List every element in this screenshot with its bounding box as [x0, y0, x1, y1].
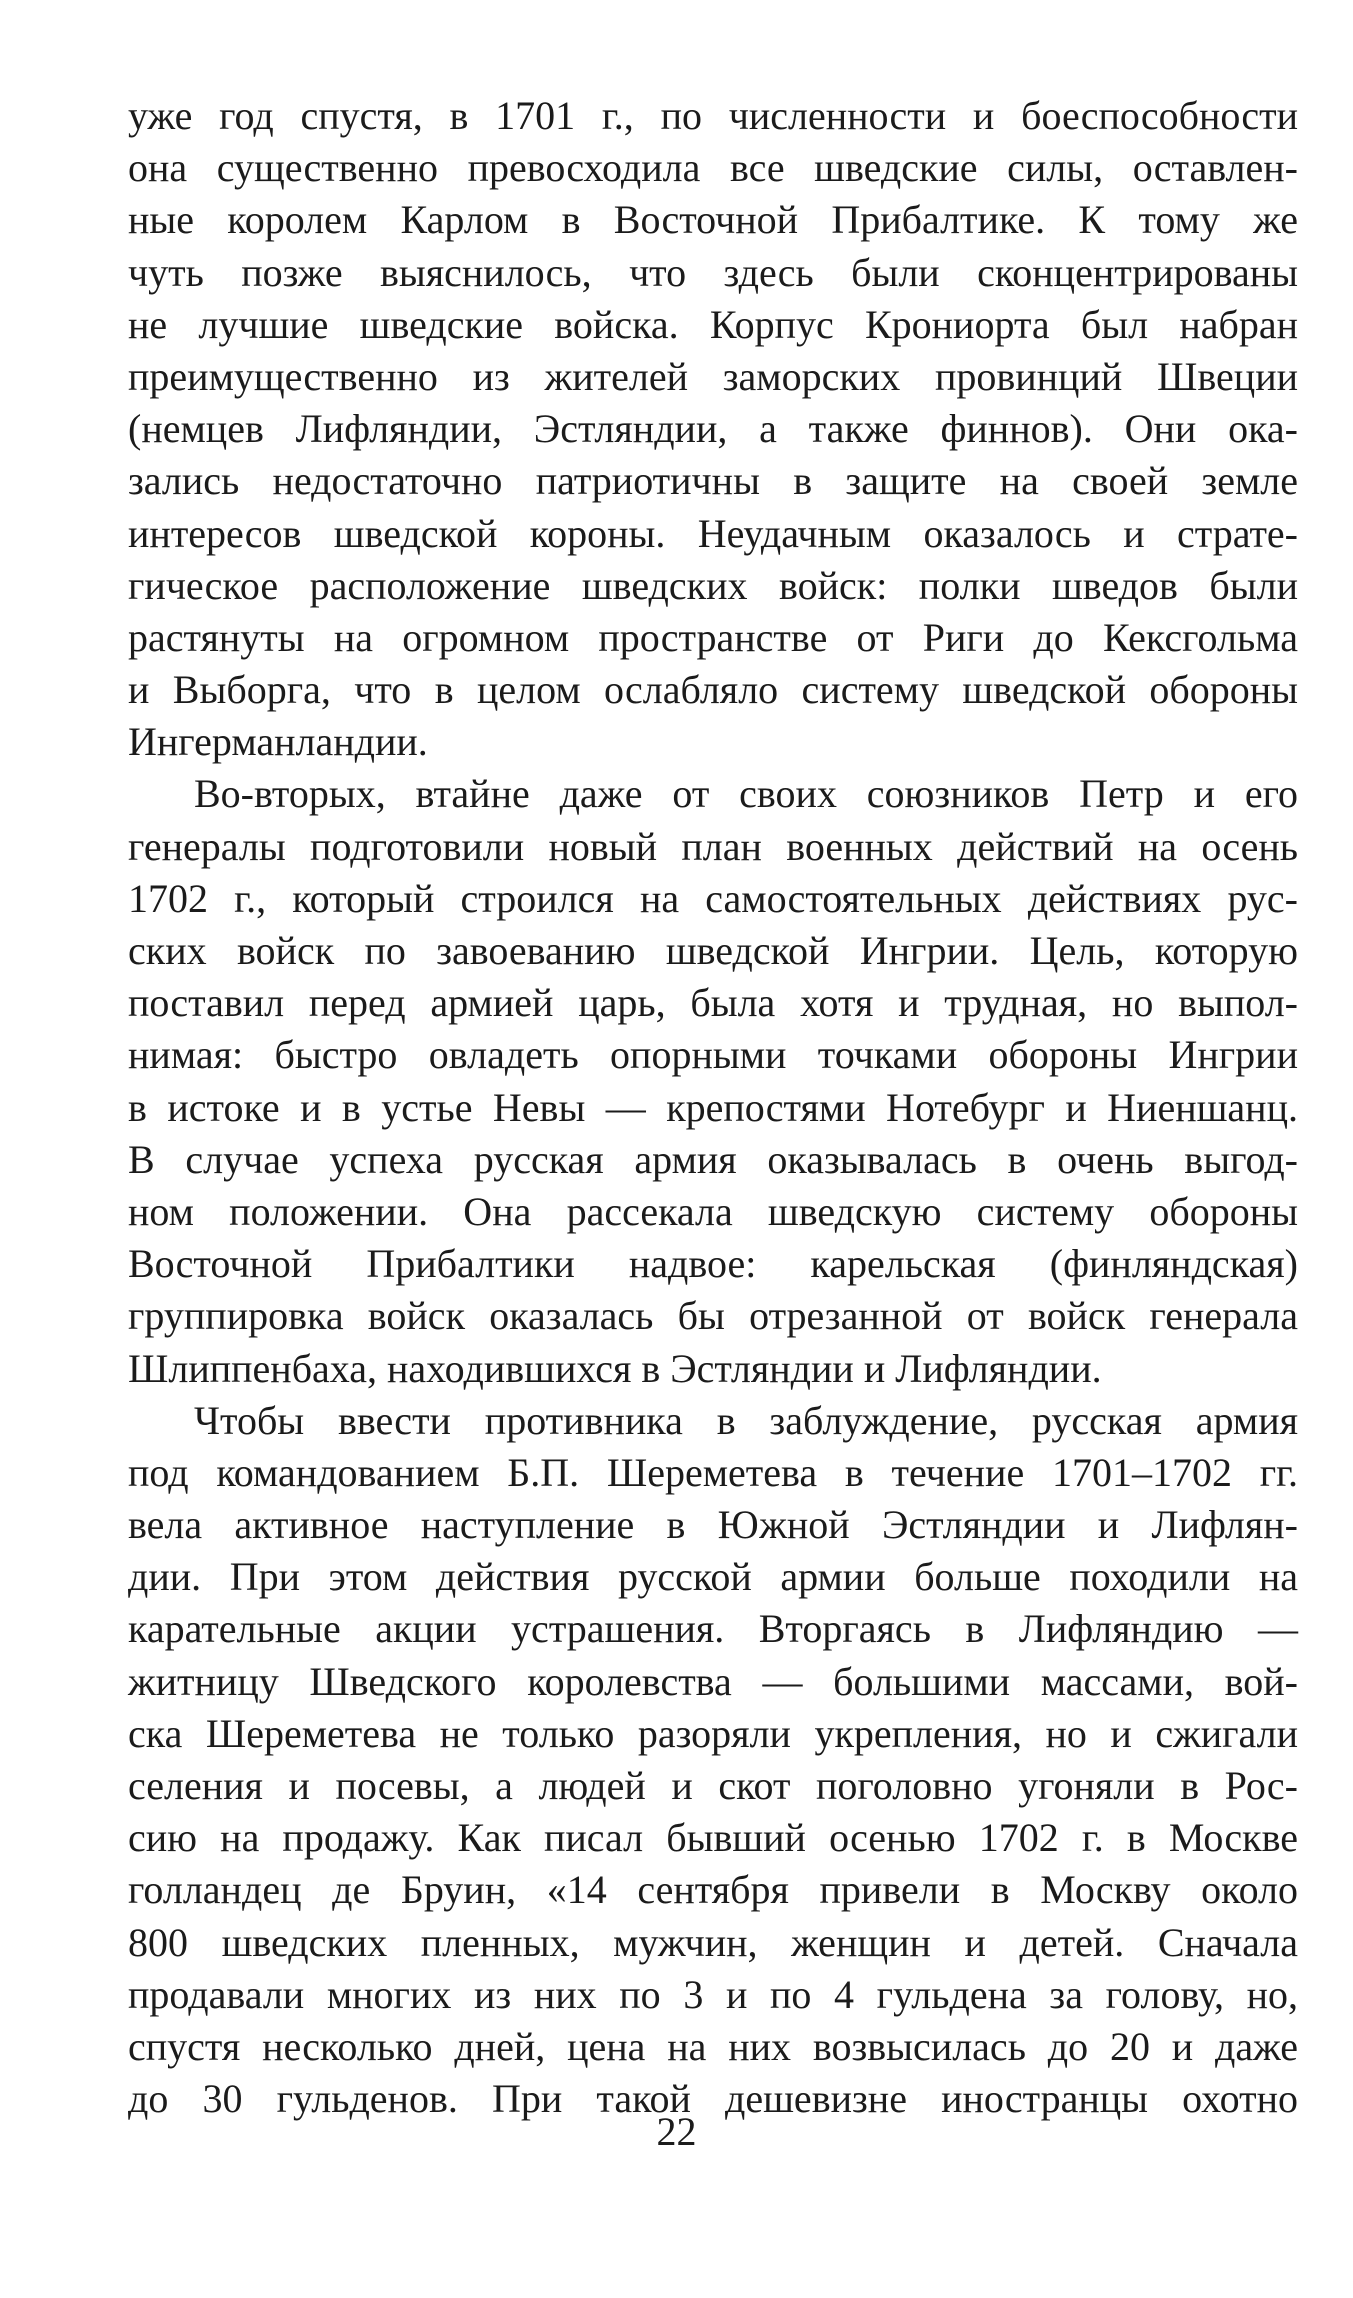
text-line: 1702 г., который строился на самостоятельных действиях рус-: [128, 875, 1298, 921]
text-line: чуть позже выяснилось, что здесь были сконцентрированы: [128, 249, 1298, 295]
text-line: поставил перед армией царь, была хотя и трудная, но выпол-: [128, 980, 1298, 1026]
text-line: спустя несколько дней, цена на них возвысилась до 20 и даже: [128, 2023, 1298, 2069]
text-line: Восточной Прибалтики надвое: карельская (финляндская): [128, 1241, 1298, 1287]
paragraph: [128, 1395, 1298, 2126]
paragraph: [128, 768, 1298, 1394]
paragraph: [128, 90, 1298, 768]
text-line: Чтобы ввести противника в заблуждение, русская армия: [194, 1397, 1298, 1443]
text-line: вела активное наступление в Южной Эстляндии и Лифлян-: [128, 1502, 1298, 1548]
text-line: гическое расположение шведских войск: полки шведов были: [128, 562, 1298, 608]
text-line: Во-вторых, втайне даже от своих союзников Петр и его: [194, 771, 1298, 817]
text-line: преимущественно из жителей заморских провинций Швеции: [128, 353, 1298, 399]
text-line: до 30 гульденов. При такой дешевизне иностранцы охотно: [128, 2076, 1298, 2122]
text-line: группировка войск оказалась бы отрезанной от войск генерала: [128, 1293, 1298, 1339]
text-line: ска Шереметева не только разоряли укрепления, но и сжигали: [128, 1710, 1298, 1756]
text-line: селения и посевы, а людей и скот поголовно угоняли в Рос-: [128, 1763, 1298, 1808]
text-line: она существенно превосходила все шведские силы, оставлен-: [128, 145, 1298, 191]
text-line: карательные акции устрашения. Вторгаясь в Лифляндию —: [128, 1606, 1298, 1652]
text-line: ные королем Карлом в Восточной Прибалтике. К тому же: [128, 197, 1298, 243]
text-line: продавали многих из них по 3 и по 4 гульдена за голову, но,: [128, 1971, 1298, 2017]
text-line: дии. При этом действия русской армии больше походили на: [128, 1554, 1298, 1600]
text-line: не лучшие шведские войска. Корпус Крониорта был набран: [128, 301, 1298, 347]
text-line: зались недостаточно патриотичны в защите на своей земле: [128, 458, 1298, 504]
text-line: генералы подготовили новый план военных действий на осень: [128, 823, 1298, 869]
text-line: ских войск по завоеванию шведской Ингрии. Цель, которую: [128, 928, 1298, 973]
text-line: голландец де Бруин, «14 сентября привели в Москву около: [128, 1867, 1298, 1913]
text-line: в истоке и в устье Невы — крепостями Нотебург и Ниеншанц.: [128, 1084, 1298, 1130]
text-line: растянуты на огромном пространстве от Риги до Кексгольма: [128, 614, 1298, 660]
text-line: Ингерманландии.: [128, 719, 428, 765]
text-line: сию на продажу. Как писал бывший осенью 1702 г. в Москве: [128, 1815, 1298, 1861]
page-number: 22: [656, 2109, 697, 2154]
text-line: ном положении. Она рассекала шведскую систему обороны: [128, 1188, 1298, 1234]
text-line: и Выборга, что в целом ослабляло систему шведской обороны: [128, 667, 1298, 713]
text-line: Шлиппенбаха, находившихся в Эстляндии и Лифляндии.: [128, 1345, 1102, 1391]
text-line: интересов шведской короны. Неудачным оказалось и страте-: [128, 510, 1298, 556]
text-line: 800 шведских пленных, мужчин, женщин и детей. Сначала: [128, 1919, 1298, 1965]
text-line: (немцев Лифляндии, Эстляндии, а также финнов). Они ока-: [128, 406, 1298, 452]
text-line: житницу Шведского королевства — большими массами, вой-: [128, 1658, 1298, 1704]
body-text: [128, 90, 1298, 2125]
text-line: уже год спустя, в 1701 г., по численности и боеспособности: [128, 93, 1298, 138]
text-line: нимая: быстро овладеть опорными точками обороны Ингрии: [128, 1032, 1298, 1078]
text-line: В случае успеха русская армия оказывалась в очень выгод-: [128, 1136, 1298, 1182]
text-line: под командованием Б.П. Шереметева в течение 1701–1702 гг.: [128, 1449, 1298, 1495]
